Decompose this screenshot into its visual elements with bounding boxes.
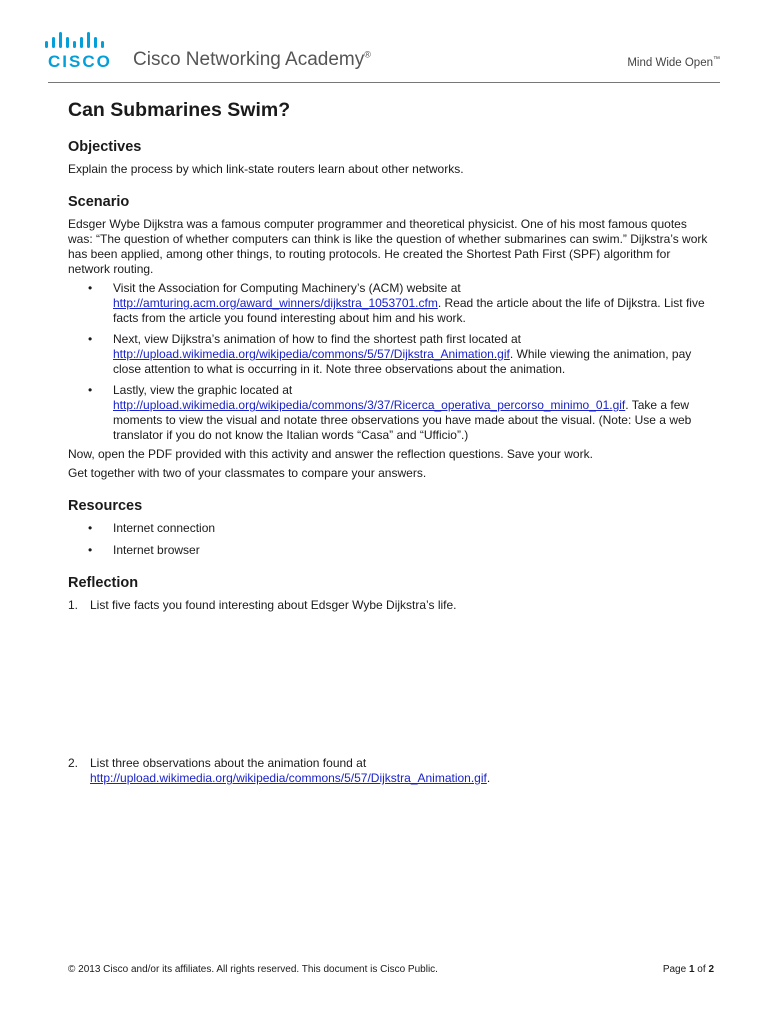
scenario-heading: Scenario — [68, 194, 130, 210]
reflection-list — [68, 598, 708, 786]
list-item: • Internet browser — [88, 543, 200, 557]
ricerca-graphic-link[interactable]: http://upload.wikimedia.org/wikipedia/commons/3/37/Ricerca_operativa_percorso_minimo_01.gif — [113, 398, 626, 412]
bullet-icon: • — [88, 281, 93, 295]
resources-heading: Resources — [68, 498, 143, 514]
bullet-icon: • — [88, 543, 93, 557]
bullet-icon: • — [88, 521, 93, 535]
resources-list — [68, 521, 708, 558]
list-item: • Next, view Dijkstra’s animation of how to find the shortest path first located at http://upload.wikimedia.org/wikipedia/commons/5/57/Dijkstra_Animation.gif. While viewing the animation, pay close attention to what is occurring in it. Note three observations about the animation. — [88, 332, 692, 376]
academy-title: Cisco Networking Academy® — [133, 49, 371, 70]
cisco-logo-bars-icon — [45, 32, 111, 50]
reflection-question-1: 1. List five facts you found interesting about Edsger Wybe Dijkstra’s life. — [68, 598, 457, 612]
bullet-icon: • — [88, 383, 93, 397]
tagline: Mind Wide Open™ — [627, 56, 720, 69]
page-number: Page 1 of 2 — [662, 964, 714, 975]
reflection-question-2: 2. List three observations about the animation found at http://upload.wikimedia.org/wikipedia/commons/5/57/Dijkstra_Animation.gif. — [68, 756, 491, 785]
scenario-bullet-list — [68, 281, 708, 443]
list-item: • Lastly, view the graphic located at http://upload.wikimedia.org/wikipedia/commons/3/37/Ricerca_operativa_percorso_minimo_01.gif. Take a few moments to view the visual and notate three observations you have made about the visual. (Note: Use a web translator if you do not know the Italian words “Casa” and “Ufficio”.) — [88, 383, 692, 442]
acm-link[interactable]: http://amturing.acm.org/award_winners/dijkstra_1053701.cfm — [113, 296, 438, 310]
bullet-icon: • — [88, 332, 93, 346]
scenario-closing-1: Now, open the PDF provided with this activity and answer the reflection questions. Save your work. — [68, 447, 593, 461]
page-title: Can Submarines Swim? — [68, 99, 291, 121]
scenario-intro: Edsger Wybe Dijkstra was a famous computer programmer and theoretical physicist. One of his most famous quotes was: “The question of whether computers can think is like the question of whether submarines can swim.” Dijkstra’s work has been applied, among other things, to routing protocols. He created the Shortest Path First (SPF) algorithm for network routing. — [68, 217, 708, 276]
page-header — [0, 0, 768, 82]
cisco-logo-text: CISCO — [48, 52, 112, 71]
header-divider — [48, 82, 720, 83]
objectives-text: Explain the process by which link-state routers learn about other networks. — [68, 162, 464, 176]
dijkstra-animation-link-2[interactable]: http://upload.wikimedia.org/wikipedia/commons/5/57/Dijkstra_Animation.gif — [90, 771, 487, 785]
dijkstra-animation-link[interactable]: http://upload.wikimedia.org/wikipedia/commons/5/57/Dijkstra_Animation.gif — [113, 347, 510, 361]
list-item: • Visit the Association for Computing Machinery’s (ACM) website at http://amturing.acm.org/award_winners/dijkstra_1053701.cfm. Read the article about the life of Dijkstra. List five facts from the article you found interesting about him and his work. — [88, 281, 705, 325]
reflection-heading: Reflection — [68, 575, 139, 591]
document-body — [68, 98, 708, 786]
copyright-text: © 2013 Cisco and/or its affiliates. All rights reserved. This document is Cisco Public. — [68, 964, 438, 975]
list-item: • Internet connection — [88, 521, 216, 535]
page-footer — [68, 964, 714, 975]
objectives-heading: Objectives — [68, 139, 142, 155]
scenario-closing-2: Get together with two of your classmates to compare your answers. — [68, 466, 427, 480]
